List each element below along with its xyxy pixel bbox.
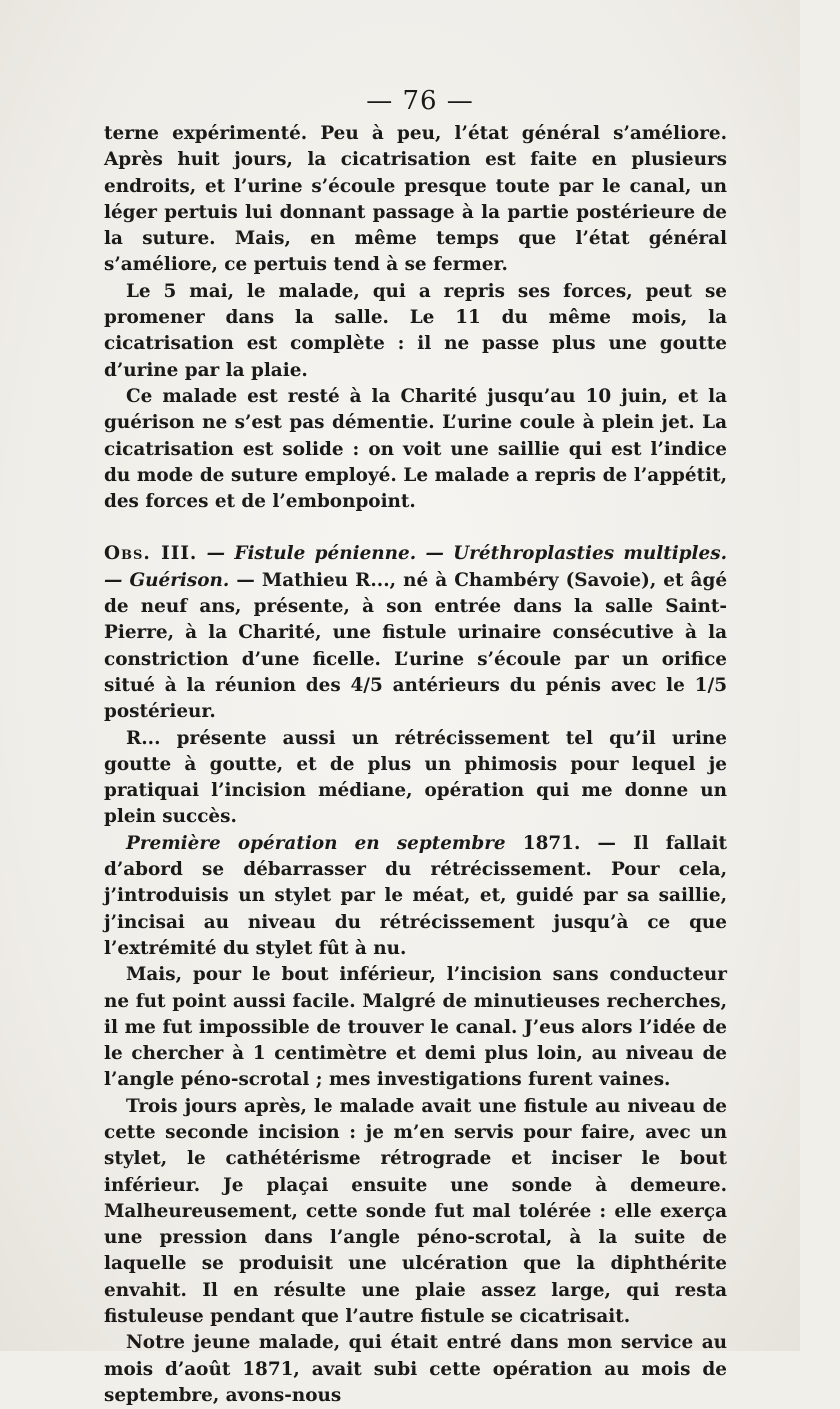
operation-paragraph	[104, 831, 727, 962]
observation-label: Obs. III.	[104, 543, 198, 565]
operation-lead: Première opération en septembre	[126, 832, 506, 854]
operation-text: 1871. — Il fallait d’abord se débarrasser du rétrécissement. Pour cela, j’introduisis un stylet par le méat, et, guidé par sa saillie, j’incisai au niveau du rétrécissement jusqu’à ce que l’extrémité du stylet fût à nu.	[104, 832, 727, 959]
paragraph: Trois jours après, le malade avait une fistule au niveau de cette seconde incision : je m’en servis pour faire, avec un stylet, le cathétérisme rétrograde et inciser le bout inférieur. Je plaçai ensuite une sonde à demeure. Malheureusement, cette sonde fut mal tolérée : elle exerça une pression dans l’angle péno-scrotal, à la suite de laquelle se produisit une ulcération que la diphthérite envahit. Il en résulte une plaie assez large, qui resta fistuleuse pendant que l’autre fistule se cicatrisait.	[104, 1095, 727, 1328]
paragraph: R... présente aussi un rétrécissement tel qu’il urine goutte à goutte, et de plus un phimosis pour lequel je pratiquai l’incision médiane, opération qui me donne un plein succès.	[104, 727, 727, 828]
paragraph: Le 5 mai, le malade, qui a repris ses forces, peut se promener dans la salle. Le 11 du même mois, la cicatrisation est complète : il ne passe plus une goutte d’urine par la plaie.	[104, 280, 727, 381]
paragraph: Ce malade est resté à la Charité jusqu’au 10 juin, et la guérison ne s’est pas démentie. L’urine coule à plein jet. La cicatrisation est solide : on voit une saillie qui est l’indice du mode de suture employé. Le malade a repris de l’appétit, des forces et de l’embonpoint.	[104, 385, 727, 513]
observation-heading-paragraph	[104, 541, 727, 725]
observation-result: Guérison.	[129, 569, 230, 591]
paragraph-continuation: terne expérimenté. Peu à peu, l’état général s’améliore. Après huit jours, la cicatrisation est faite en plusieurs endroits, et l’urine s’écoule presque toute par le canal, un léger pertuis lui donnant passage à la partie postérieure de la suture. Mais, en même temps que l’état général s’améliore, ce pertuis tend à se fermer.	[104, 123, 727, 276]
paragraph: Mais, pour le bout inférieur, l’incision sans conducteur ne fut point aussi facile. Malgré de minutieuses recherches, il me fut impossible de trouver le canal. J’eus alors l’idée de le chercher à 1 centimètre et demi plus loin, au niveau de l’angle péno-scrotal ; mes investigations furent vaines.	[104, 964, 727, 1091]
observation-text: — Mathieu R..., né à Chambéry (Savoie), et âgé de neuf ans, présente, à son entrée dans la salle Saint-Pierre, à la Charité, une fistule urinaire consécutive à la constriction d’une ficelle. L’urine s’écoule par un orifice situé à la réunion des 4/5 antérieurs du pénis avec le 1/5 postérieur.	[104, 569, 728, 723]
page-number: — 76 —	[366, 86, 474, 116]
paragraph: Notre jeune malade, qui était entré dans mon service au mois d’août 1871, avait subi cette opération au mois de septembre, avons-nous	[104, 1332, 727, 1406]
body-text	[104, 121, 727, 1409]
observation-title: — Fistule pénienne. — Uréthroplasties multiples. —	[104, 543, 727, 591]
